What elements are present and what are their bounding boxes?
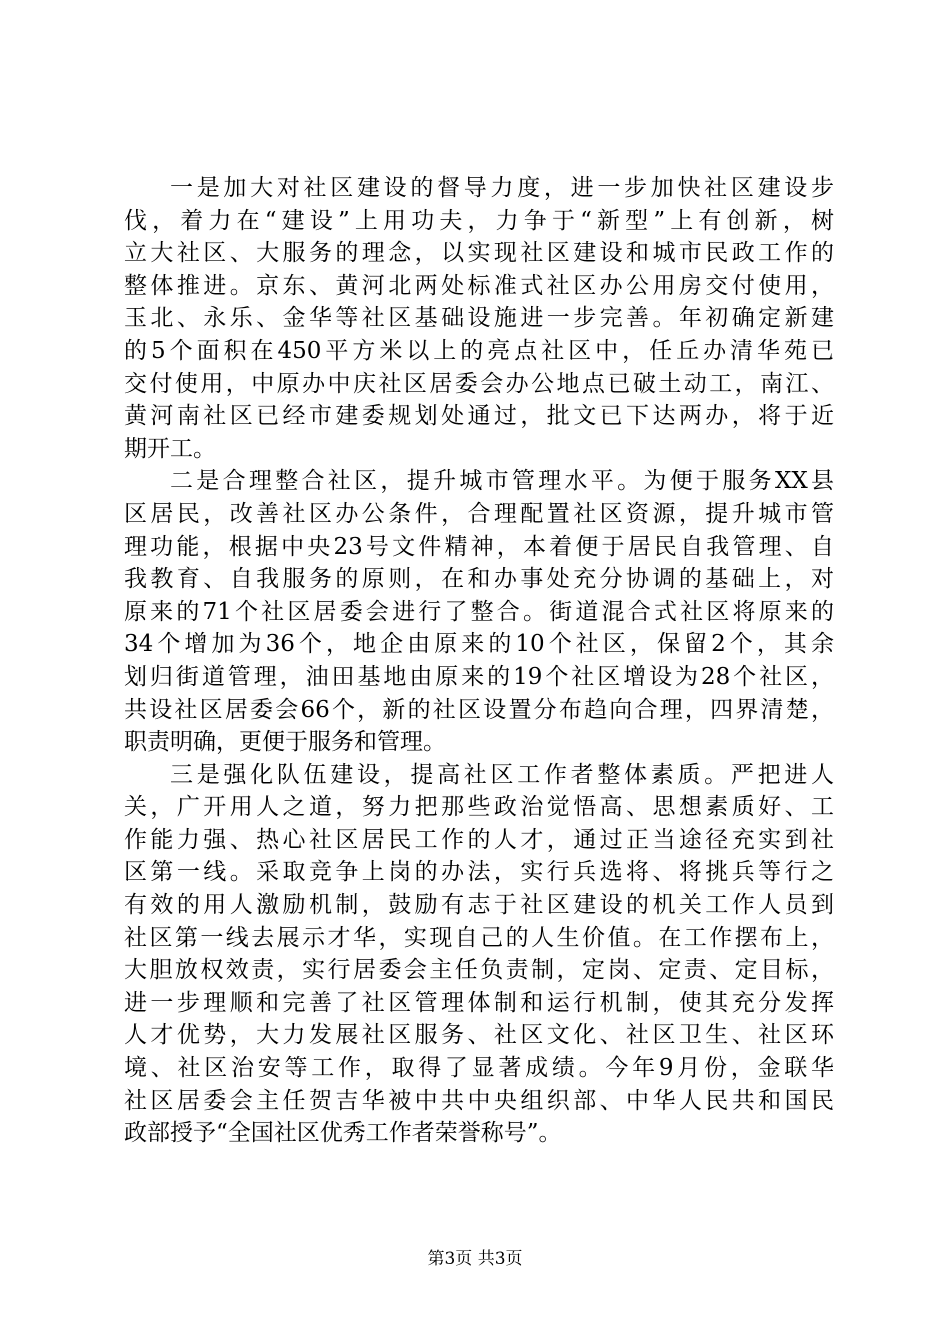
- paragraph-line: 期开工。: [124, 435, 216, 462]
- paragraph-line: 玉北、永乐、金华等社区基础设施进一步完善。年初确定新建: [124, 305, 834, 332]
- paragraph-line: 理功能，根据中央23号文件精神，本着便于居民自我管理、自: [124, 533, 834, 560]
- paragraph-line: 三是强化队伍建设，提高社区工作者整体素质。严把进人: [170, 761, 834, 788]
- paragraph-line: 作能力强、热心社区居民工作的人才，通过正当途径充实到社: [124, 826, 834, 853]
- paragraph-line: 黄河南社区已经市建委规划处通过，批文已下达两办，将于近: [124, 403, 834, 430]
- paragraph-line: 关，广开用人之道，努力把那些政治觉悟高、思想素质好、工: [124, 794, 834, 821]
- paragraph-line: 二是合理整合社区，提升城市管理水平。为便于服务XX县: [170, 468, 834, 495]
- paragraph-line: 交付使用，中原办中庆社区居委会办公地点已破土动工，南江、: [124, 370, 834, 397]
- paragraph-line: 划归街道管理，油田基地由原来的19个社区增设为28个社区，: [124, 663, 834, 690]
- paragraph-line: 大胆放权效责，实行居委会主任负责制，定岗、定责、定目标，: [124, 957, 834, 984]
- paragraph-line: 进一步理顺和完善了社区管理体制和运行机制，使其充分发挥: [124, 989, 834, 1016]
- paragraph-line: 整体推进。京东、黄河北两处标准式社区办公用房交付使用，: [124, 272, 834, 299]
- paragraph-3: [124, 759, 834, 1150]
- paragraph-line: 一是加大对社区建设的督导力度，进一步加快社区建设步: [170, 175, 834, 201]
- paragraph-line: 我教育、自我服务的原则，在和办事处充分协调的基础上，对: [124, 566, 834, 593]
- paragraph-line: 政部授予“全国社区优秀工作者荣誉称号”。: [124, 1120, 562, 1147]
- paragraph-line: 原来的71个社区居委会进行了整合。街道混合式社区将原来的: [124, 598, 834, 625]
- paragraph-1: [124, 172, 834, 465]
- paragraph-line: 人才优势，大力发展社区服务、社区文化、社区卫生、社区环: [124, 1022, 834, 1049]
- paragraph-line: 的5个面积在450平方米以上的亮点社区中，任丘办清华苑已: [124, 337, 834, 364]
- paragraph-line: 共设社区居委会66个，新的社区设置分布趋向合理，四界清楚，: [124, 696, 834, 723]
- paragraph-line: 区第一线。采取竞争上岗的办法，实行兵选将、将挑兵等行之: [124, 859, 834, 886]
- paragraph-line: 社区第一线去展示才华，实现自己的人生价值。在工作摆布上，: [124, 924, 834, 951]
- paragraph-line: 职责明确，更便于服务和管理。: [124, 729, 446, 756]
- paragraph-line: 境、社区治安等工作，取得了显著成绩。今年9月份，金联华: [124, 1055, 834, 1082]
- paragraph-line: 34个增加为36个，地企由原来的10个社区，保留2个，其余: [124, 631, 834, 658]
- paragraph-line: 区居民，改善社区办公条件，合理配置社区资源，提升城市管: [124, 500, 834, 527]
- paragraph-line: 有效的用人激励机制，鼓励有志于社区建设的机关工作人员到: [124, 892, 834, 919]
- paragraph-line: 社区居委会主任贺吉华被中共中央组织部、中华人民共和国民: [124, 1087, 834, 1114]
- paragraph-2: [124, 465, 834, 758]
- paragraph-line: 立大社区、大服务的理念，以实现社区建设和城市民政工作的: [124, 240, 834, 267]
- paragraph-line: 伐，着力在“建设”上用功夫，力争于“新型”上有创新，树: [124, 207, 834, 234]
- page-number-footer: 第3页 共3页: [427, 1249, 523, 1269]
- document-body: [124, 172, 834, 1150]
